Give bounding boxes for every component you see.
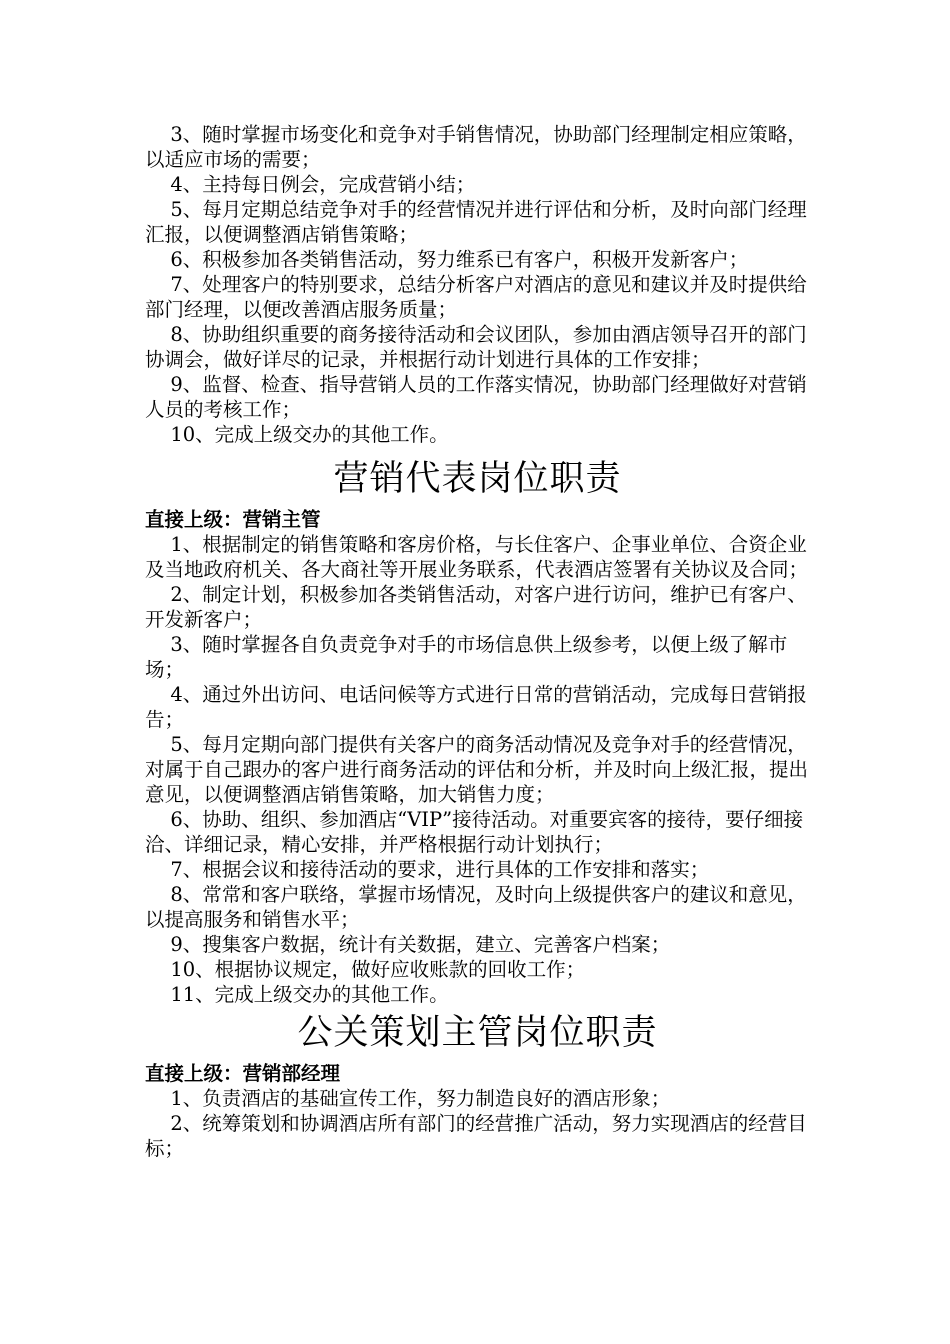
duties-list-sales-rep <box>145 532 810 1007</box>
duty-item: 9、搜集客户数据，统计有关数据，建立、完善客户档案； <box>170 933 671 956</box>
duty-item: 3、随时掌握各自负责竞争对手的市场信息供上级参考，以便上级了解市场； <box>145 633 788 681</box>
duty-item: 4、通过外出访问、电话问候等方式进行日常的营销活动，完成每日营销报告； <box>145 683 807 731</box>
duty-item: 3、随时掌握市场变化和竞争对手销售情况，协助部门经理制定相应策略，以适应市场的需要； <box>145 123 807 171</box>
duty-item: 2、制定计划，积极参加各类销售活动，对客户进行访问，维护已有客户、开发新客户； <box>145 583 807 631</box>
duty-item: 7、处理客户的特别要求，总结分析客户对酒店的意见和建议并及时提供给部门经理，以便改善酒店服务质量； <box>145 273 807 321</box>
duty-item: 6、积极参加各类销售活动，努力维系已有客户，积极开发新客户； <box>170 248 749 271</box>
duty-item: 1、根据制定的销售策略和客房价格，与长住客户、企事业单位、合资企业及当地政府机关、各大商社等开展业务联系，代表酒店签署有关协议及合同； <box>145 533 809 581</box>
duty-item: 11、完成上级交办的其他工作。 <box>170 983 449 1006</box>
section-title-pr: 公关策划主管岗位职责 <box>297 1013 658 1053</box>
duty-item: 8、常常和客户联络，掌握市场情况，及时向上级提供客户的建议和意见，以提高服务和销售水平； <box>145 883 807 931</box>
duty-item: 10、完成上级交办的其他工作。 <box>170 423 449 446</box>
document-body <box>145 122 810 1161</box>
duty-item: 10、根据协议规定，做好应收账款的回收工作； <box>170 958 586 981</box>
duties-list-top <box>145 122 810 447</box>
direct-superior: 直接上级：营销部经理 <box>145 1062 341 1085</box>
section-title-sales-rep: 营销代表岗位职责 <box>333 459 622 499</box>
duty-item: 4、主持每日例会，完成营销小结； <box>170 173 476 196</box>
duty-item: 9、监督、检查、指导营销人员的工作落实情况，协助部门经理做好对营销人员的考核工作； <box>145 373 807 421</box>
duty-item: 7、根据会议和接待活动的要求，进行具体的工作安排和落实； <box>170 858 710 881</box>
direct-superior: 直接上级：营销主管 <box>145 508 321 531</box>
duty-item: 2、统筹策划和协调酒店所有部门的经营推广活动，努力实现酒店的经营目标； <box>145 1112 807 1160</box>
duty-item: 6、协助、组织、参加酒店“VIP”接待活动。对重要宾客的接待，要仔细接洽、详细记录，精心安排，并严格根据行动计划执行； <box>145 808 804 856</box>
duty-item: 8、协助组织重要的商务接待活动和会议团队，参加由酒店领导召开的部门协调会，做好详尽的记录，并根据行动计划进行具体的工作安排； <box>145 323 807 371</box>
duty-item: 5、每月定期向部门提供有关客户的商务活动情况及竞争对手的经营情况，对属于自己跟办的客户进行商务活动的评估和分析，并及时向上级汇报，提出意见，以便调整酒店销售策略，加大销售力度； <box>145 733 809 806</box>
duty-item: 1、负责酒店的基础宣传工作，努力制造良好的酒店形象； <box>170 1087 671 1110</box>
duties-list-pr <box>145 1086 810 1161</box>
duty-item: 5、每月定期总结竞争对手的经营情况并进行评估和分析，及时向部门经理汇报，以便调整酒店销售策略； <box>145 198 807 246</box>
